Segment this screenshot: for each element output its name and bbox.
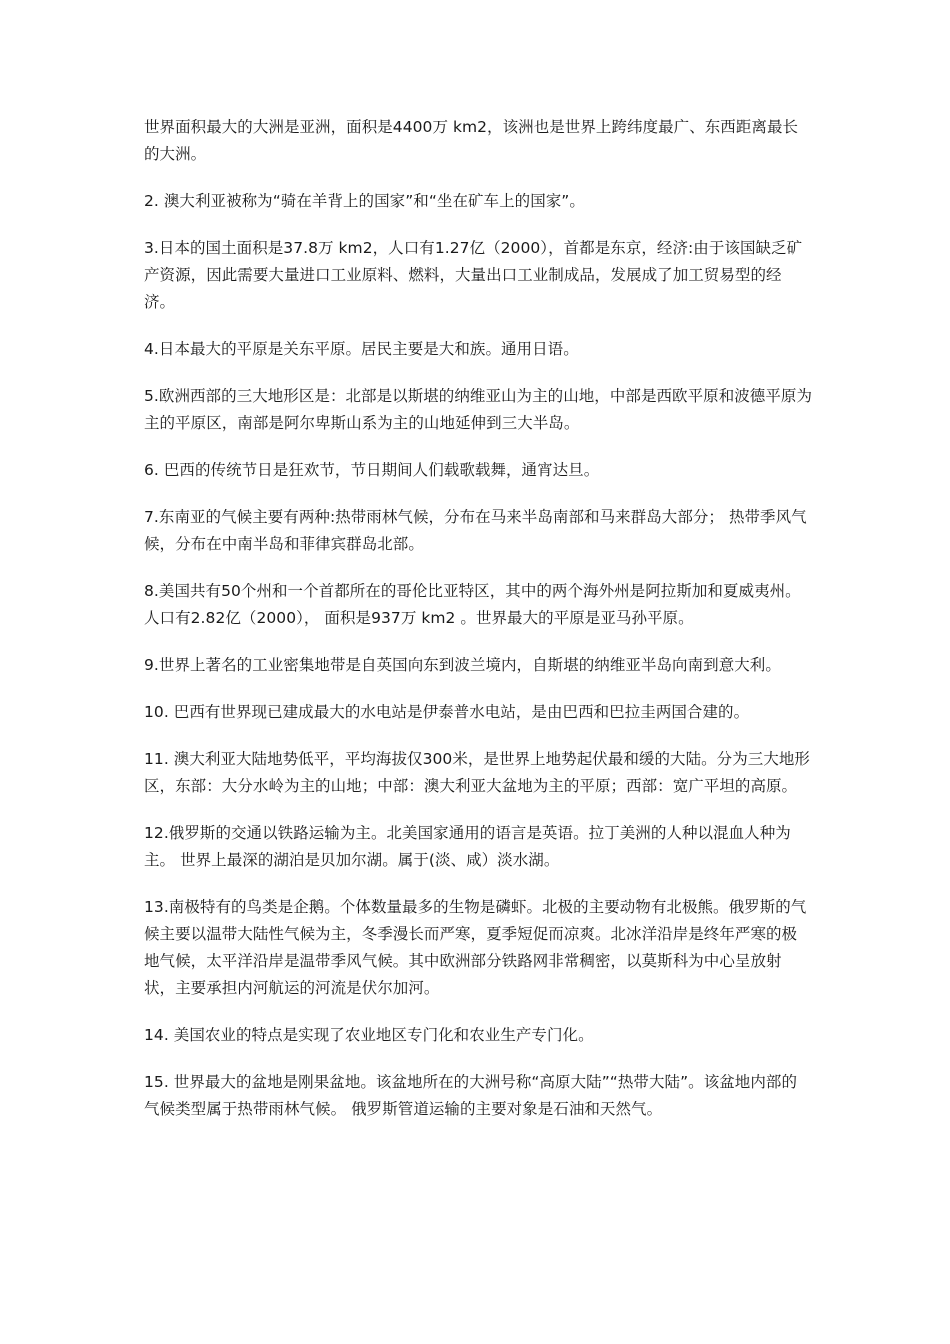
- paragraph-7: 7.东南亚的气候主要有两种:热带雨林气候，分布在马来半岛南部和马来群岛大部分； 热带季风气候，分布在中南半岛和菲律宾群岛北部。: [144, 508, 807, 553]
- paragraph-4: 4.日本最大的平原是关东平原。居民主要是大和族。通用日语。: [144, 340, 579, 358]
- paragraph-asia: 世界面积最大的大洲是亚洲，面积是4400万 km2，该洲也是世界上跨纬度最广、东西距离最长的大洲。: [144, 118, 799, 163]
- paragraph-14: 14. 美国农业的特点是实现了农业地区专门化和农业生产专门化。: [144, 1026, 594, 1044]
- paragraph-2: 2. 澳大利亚被称为“骑在羊背上的国家”和“坐在矿车上的国家”。: [144, 192, 585, 210]
- paragraph-3: 3.日本的国土面积是37.8万 km2，人口有1.27亿（2000），首都是东京，经济:由于该国缺乏矿产资源，因此需要大量进口工业原料、燃料，大量出口工业制成品，发展成了加工贸易型的经济。: [144, 239, 803, 311]
- paragraph-8: 8.美国共有50个州和一个首都所在的哥伦比亚特区，其中的两个海外州是阿拉斯加和夏威夷州。人口有2.82亿（2000）， 面积是937万 km2 。世界最大的平原是亚马孙平原。: [144, 582, 801, 627]
- paragraph-6: 6. 巴西的传统节日是狂欢节，节日期间人们载歌载舞，通宵达旦。: [144, 461, 600, 479]
- document-body: [144, 114, 812, 1143]
- paragraph-11: 11. 澳大利亚大陆地势低平，平均海拔仅300米，是世界上地势起伏最和缓的大陆。分为三大地形区，东部：大分水岭为主的山地；中部：澳大利亚大盆地为主的平原；西部：宽广平坦的高原。: [144, 750, 810, 795]
- paragraph-12: 12.俄罗斯的交通以铁路运输为主。北美国家通用的语言是英语。拉丁美洲的人种以混血人种为主。 世界上最深的湖泊是贝加尔湖。属于(淡、咸）淡水湖。: [144, 824, 791, 869]
- paragraph-15: 15. 世界最大的盆地是刚果盆地。该盆地所在的大洲号称“高原大陆”“热带大陆”。该盆地内部的气候类型属于热带雨林气候。 俄罗斯管道运输的主要对象是石油和天然气。: [144, 1073, 797, 1118]
- paragraph-13: 13.南极特有的鸟类是企鹅。个体数量最多的生物是磷虾。北极的主要动物有北极熊。俄罗斯的气候主要以温带大陆性气候为主，冬季漫长而严寒，夏季短促而凉爽。北冰洋沿岸是终年严寒的极地气候，太平洋沿岸是温带季风气候。其中欧洲部分铁路网非常稠密，以莫斯科为中心呈放射状，主要承担内河航运的河流是伏尔加河。: [144, 898, 807, 997]
- paragraph-9: 9.世界上著名的工业密集地带是自英国向东到波兰境内，自斯堪的纳维亚半岛向南到意大利。: [144, 656, 781, 674]
- paragraph-10: 10. 巴西有世界现已建成最大的水电站是伊泰普水电站，是由巴西和巴拉圭两国合建的。: [144, 703, 750, 721]
- paragraph-5: 5.欧洲西部的三大地形区是：北部是以斯堪的纳维亚山为主的山地，中部是西欧平原和波德平原为主的平原区，南部是阿尔卑斯山系为主的山地延伸到三大半岛。: [144, 387, 812, 432]
